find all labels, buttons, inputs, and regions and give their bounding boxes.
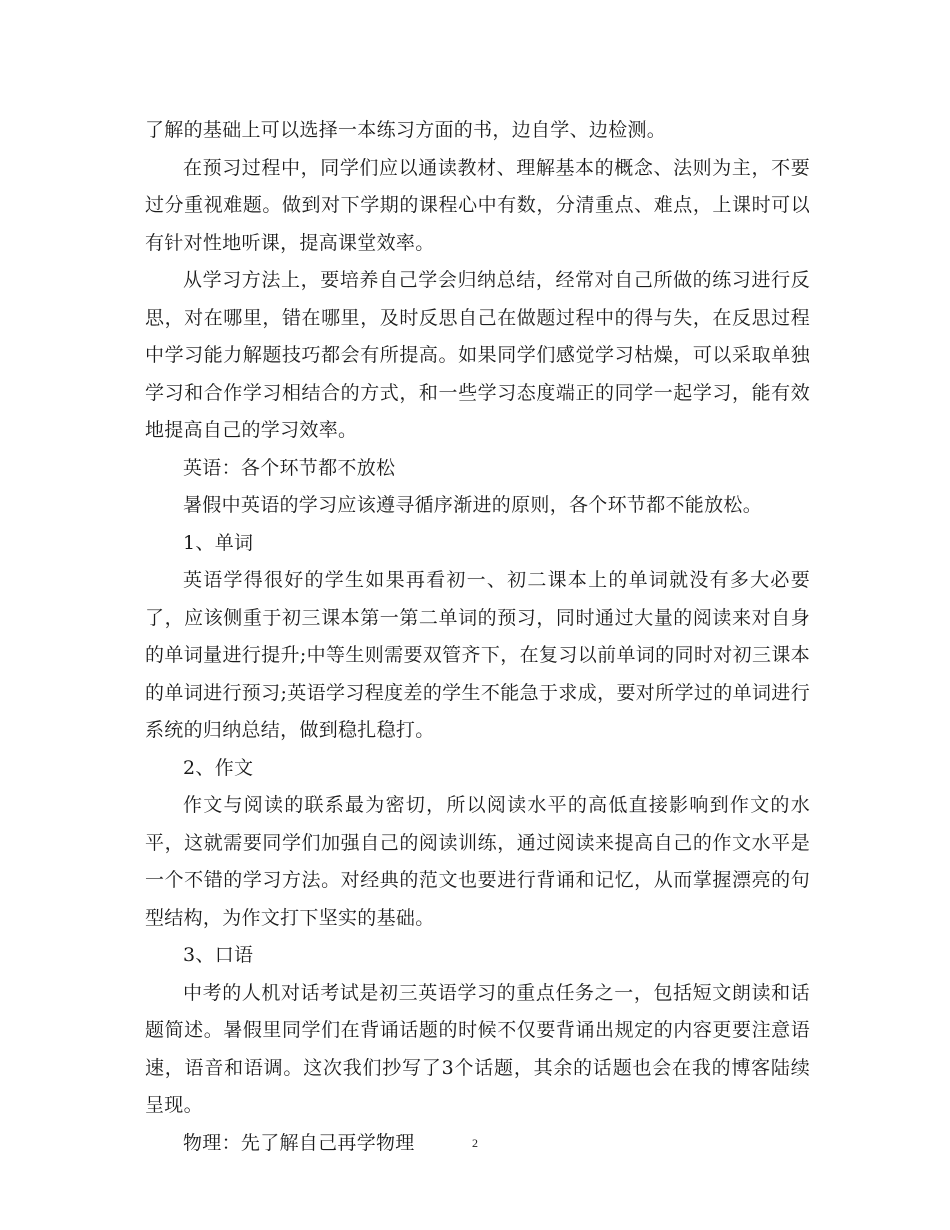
paragraph-vocabulary: 英语学得很好的学生如果再看初一、初二课本上的单词就没有多大必要了，应该侧重于初三课本第一第二单词的预习，同时通过大量的阅读来对自身的单词量进行提升;中等生则需要双管齐下，在复习以前单词的同时对初三课本的单词进行预习;英语学习程度差的学生不能急于求成，要对所学过的单词进行系统的归纳总结，做到稳扎稳打。 (145, 569, 810, 741)
heading-oral: 3、口语 (183, 944, 254, 966)
paragraph-continuation: 了解的基础上可以选择一本练习方面的书，边自学、边检测。 (145, 119, 667, 141)
heading-vocabulary: 1、单词 (183, 531, 254, 554)
paragraph-oral: 中考的人机对话考试是初三英语学习的重点任务之一，包括短文朗读和话题简述。暑假里同学们在背诵话题的时候不仅要背诵出规定的内容更要注意语速，语音和语调。这次我们抄写了3个话题，其余的话题也会在我的博客陆续呈现。 (145, 981, 810, 1116)
heading-composition: 2、作文 (183, 756, 254, 779)
paragraph-composition: 作文与阅读的联系最为密切，所以阅读水平的高低直接影响到作文的水平，这就需要同学们加强自己的阅读训练，通过阅读来提高自己的作文水平是一个不错的学习方法。对经典的范文也要进行背诵和记忆，从而掌握漂亮的句型结构，为作文打下坚实的基础。 (145, 794, 810, 929)
paragraph-preview-study: 在预习过程中，同学们应以通读教材、理解基本的概念、法则为主，不要过分重视难题。做到对下学期的课程心中有数，分清重点、难点，上课时可以有针对性地听课，提高课堂效率。 (145, 156, 810, 254)
heading-physics: 物理：先了解自己再学物理 (183, 1131, 415, 1154)
heading-english: 英语：各个环节都不放松 (183, 456, 396, 479)
paragraph-study-method: 从学习方法上，要培养自己学会归纳总结，经常对自己所做的练习进行反思，对在哪里，错在哪里，及时反思自己在做题过程中的得与失，在反思过程中学习能力解题技巧都会有所提高。如果同学们感觉学习枯燥，可以采取单独学习和合作学习相结合的方式，和一些学习态度端正的同学一起学习，能有效地提高自己的学习效率。 (145, 269, 810, 441)
paragraph-english-intro: 暑假中英语的学习应该遵寻循序渐进的原则，各个环节都不能放松。 (183, 494, 763, 516)
document-body (145, 112, 810, 1162)
page-number: 2 (472, 1136, 478, 1150)
